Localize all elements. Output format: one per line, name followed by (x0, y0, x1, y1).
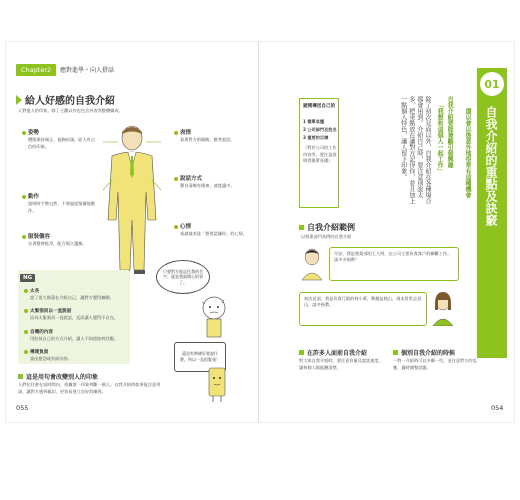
vertical-title: 自我介紹的重點及訣竅 (484, 106, 498, 226)
point-text: 衣著整齊乾淨，配合場合選擇。 (28, 241, 87, 246)
body-text: 除了初次見面以外，自我介紹在各種場合都會用到。介紹自己時，要注意別說太多，把重點放在讓對方記得你，並且加上一點個人特色，讓人留下印象。 (399, 96, 431, 204)
point-label: 服裝儀容 (22, 232, 50, 240)
woman-avatar-illustration (429, 290, 457, 326)
sub-text-2: 一對一介紹時可以多聊一些，並注意對方的反應，適時調整話題。 (393, 358, 477, 370)
phone-character-illustration (202, 364, 232, 404)
point-text: 聲音清晰有精神，速度適中。 (180, 183, 235, 188)
green-lead: 自我介紹要能兼顧引發興趣 (446, 96, 454, 168)
main-heading-text: 給人好感的自我介紹 (25, 96, 115, 107)
square-bullet-icon (18, 374, 23, 379)
sub-text-1: 對大家自我介紹時，要注意音量及說話速度，讓每個人都能聽清楚。 (299, 358, 383, 370)
point-label: 姿勢 (22, 128, 39, 136)
intro-text: 人對他人的印象，除了主觀以外也包含外表等整體構成。 (18, 108, 123, 113)
ng-item-label: 自嘲的內容 (24, 329, 53, 335)
chapter-title: 應對進學・向人搭話 (60, 67, 115, 74)
point-text: 體態保持端正，挺胸抬頭，給人有自信的印象。 (28, 137, 96, 149)
sub-heading: 這是用句會改變別人的印象 (18, 372, 98, 381)
sub-heading-2: 個別自我介紹的時候 (393, 348, 455, 357)
green-quote: 「我想和這個人一起工作」 (436, 102, 444, 174)
bullet-icon (22, 131, 26, 135)
speech-bubble: 還沒有準備好要說什麼，所以一直很緊張！ (174, 342, 226, 372)
ng-item-text: 用貶低自己的方式介紹，讓人不知道如何回應。 (30, 336, 118, 341)
bullet-icon (174, 177, 178, 181)
example-speech-2: 初次見面，我是負責行銷的林小華，興趣是爬山，週末常常去登山，請多指教。 (299, 292, 427, 326)
section-number-badge: 01 (480, 72, 504, 96)
example-speech-1: 早安，我是營業部的王大明，在公司主要負責客戶的聯繫工作。請多多指教！ (329, 247, 459, 281)
point-label: 表情 (174, 128, 191, 136)
man-avatar-illustration (299, 246, 325, 282)
business-person-illustration (98, 120, 166, 280)
tips-box-title: 避開傳送自己的 (303, 104, 336, 109)
point-text: 看著對方的眼睛，微笑說話。 (180, 137, 235, 142)
page-number: 054 (491, 404, 504, 412)
square-bullet-icon (299, 350, 304, 355)
sub-heading-1: 在許多人面前自我介紹 (299, 348, 367, 357)
bullet-icon (24, 350, 28, 354)
ng-item-text: 說了很久都還在介紹自己，讓對方覺得無聊。 (30, 295, 114, 300)
point-label: 心情 (174, 222, 191, 230)
book-spread (6, 42, 514, 422)
ng-item-label: 太長 (24, 288, 39, 294)
page-number: 055 (16, 404, 29, 412)
point-text: 說明時手勢自然，不要過度頻繁地動作。 (28, 201, 96, 213)
tips-note: （對於公司的工作內容等，要注意說明得簡單易懂） (303, 145, 337, 163)
point-text: 真誠地表達「想要認識你」的心情。 (180, 231, 248, 236)
nervous-character-illustration (196, 294, 232, 340)
bullet-icon (22, 235, 26, 239)
chapter-tab: Chapter2 (16, 64, 56, 76)
bullet-icon (174, 225, 178, 229)
bullet-icon (22, 195, 26, 199)
tips-item: 2 公司部門及姓名 (303, 127, 337, 132)
point-label: 說話方式 (174, 174, 202, 182)
tips-item: 3 重要的目標 (303, 135, 329, 140)
example-heading: 自我介紹範例 (299, 222, 355, 233)
bullet-icon (24, 289, 28, 293)
ng-item-text: 因為太緊張而一直說話，反而讓人覺得不自在。 (30, 315, 118, 320)
example-sub: 以營業部門為例的自我介紹 (301, 234, 352, 239)
ng-item-label: 傳達負面 (24, 349, 48, 355)
bullet-icon (24, 330, 28, 334)
tips-box (299, 98, 339, 208)
ng-item-label: 太緊張而以一直說話 (24, 308, 71, 314)
speech-bubble: 只要對方能記住我的名字、就是我最開心的事了。 (156, 260, 210, 294)
tips-item: 1 簡單易懂 (303, 119, 325, 124)
arrow-icon (16, 95, 22, 105)
ng-badge: NG (20, 274, 35, 282)
bullet-icon (24, 309, 28, 313)
bullet-icon (174, 131, 178, 135)
right-page (259, 42, 514, 422)
square-bullet-icon (393, 350, 398, 355)
vertical-subtitle: 還以會以後意外地很常有這種機會 (464, 108, 471, 198)
bottom-text: 人們往往會在短時間內，依據第一印象判斷一個人。自我介紹時如果能注意用詞，讓對方感到親切，更容易建立良好的關係。 (18, 382, 161, 394)
left-page (6, 42, 258, 422)
main-heading (16, 92, 115, 107)
ng-item-text: 說出抱怨或負面內容。 (30, 356, 72, 361)
point-label: 動作 (22, 192, 39, 200)
square-bullet-icon (299, 225, 304, 230)
